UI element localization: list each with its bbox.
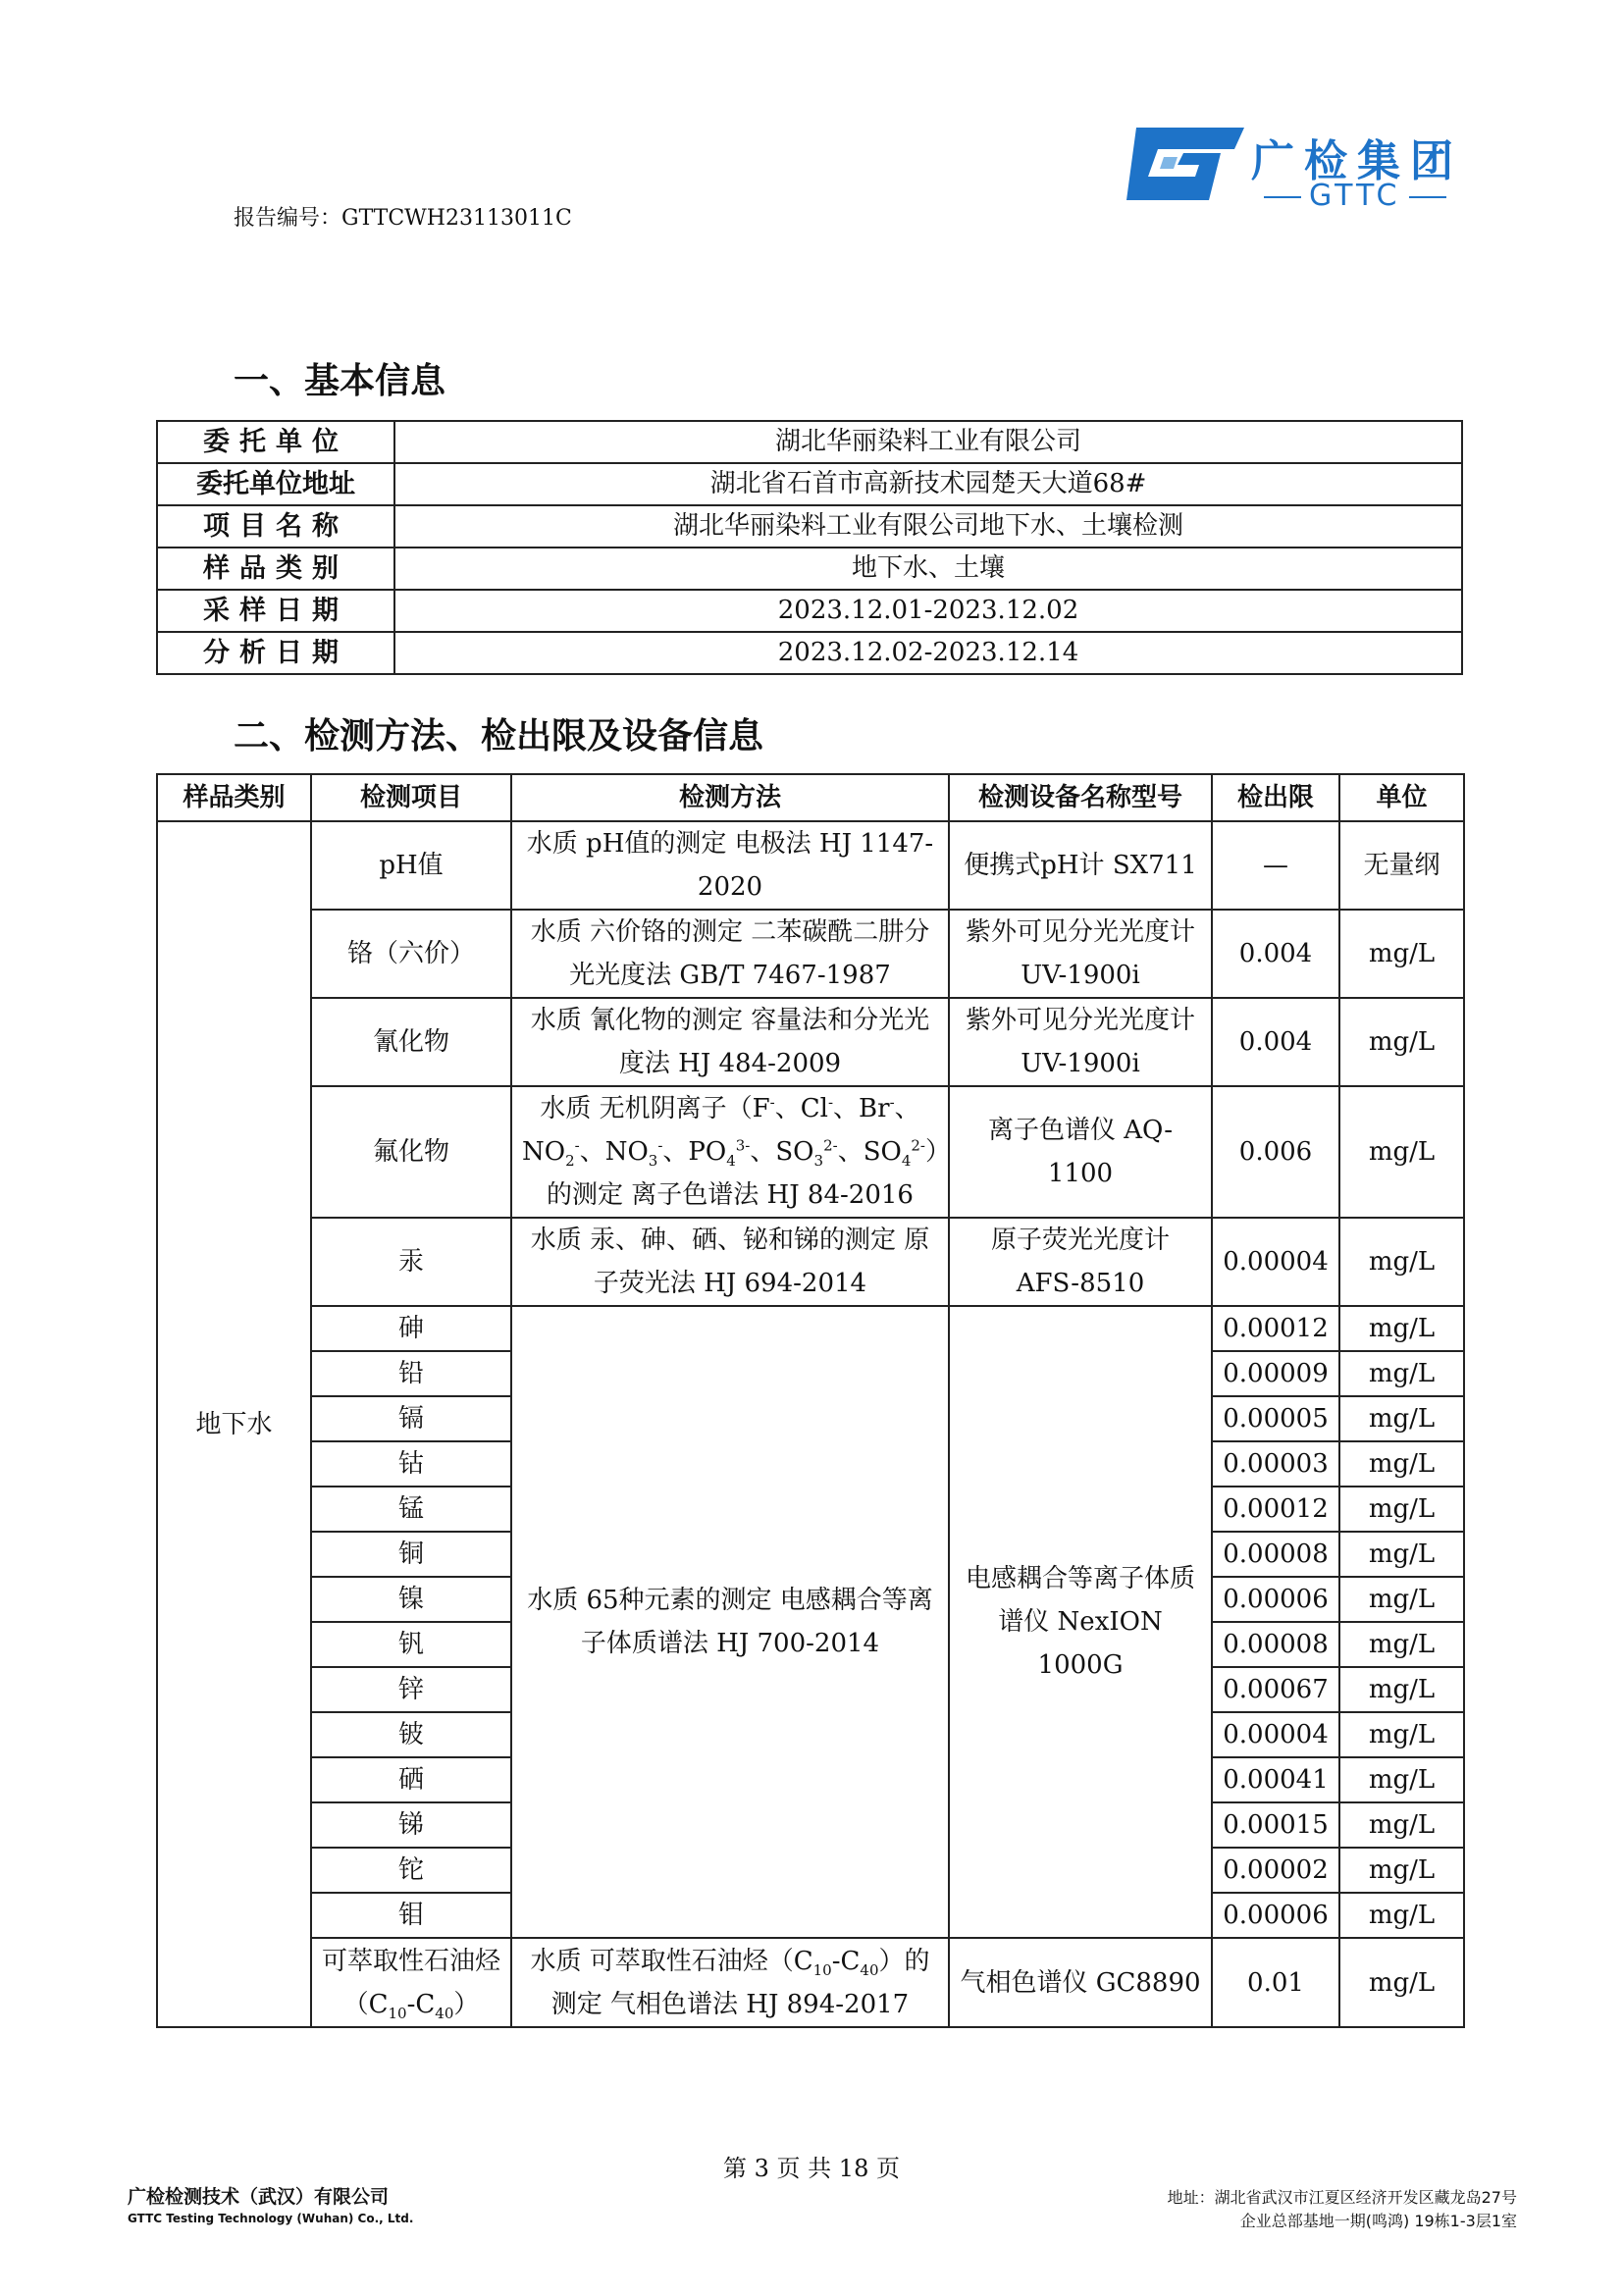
method-text: 、Cl [774, 1094, 828, 1123]
limit-cell: 0.00008 [1212, 1532, 1339, 1577]
footer-company [128, 2186, 413, 2229]
table-row [157, 548, 1462, 590]
limit-cell: 0.00012 [1212, 1487, 1339, 1532]
methods-table [156, 773, 1465, 2028]
item-cell: 砷 [311, 1306, 511, 1351]
table-row [157, 421, 1462, 463]
table-row [157, 1938, 1464, 2027]
item-text: -C [406, 1989, 436, 2019]
logo-english-name: GTTC [1256, 179, 1454, 213]
subscript: 4 [726, 1152, 736, 1171]
method-cell: 水质 汞、砷、硒、铋和锑的测定 原子荧光法 HJ 694-2014 [511, 1218, 949, 1306]
item-cell: 氟化物 [311, 1086, 511, 1218]
value-project-name: 湖北华丽染料工业有限公司地下水、土壤检测 [394, 505, 1462, 548]
header-test-method: 检测方法 [511, 774, 949, 821]
table-row [157, 590, 1462, 632]
label-analysis-date: 分析日期 [157, 632, 394, 674]
table-row [157, 998, 1464, 1086]
limit-cell: — [1212, 821, 1339, 910]
device-cell: 原子荧光光度计 AFS-8510 [949, 1218, 1212, 1306]
unit-cell: mg/L [1339, 1667, 1464, 1712]
item-cell: 镉 [311, 1396, 511, 1441]
limit-cell: 0.00067 [1212, 1667, 1339, 1712]
device-cell: 便携式pH计 SX711 [949, 821, 1212, 910]
superscript: - [657, 1136, 663, 1155]
limit-cell: 0.00006 [1212, 1893, 1339, 1938]
subscript: 2 [565, 1152, 575, 1171]
method-text: 、NO [579, 1137, 649, 1167]
value-sample-category: 地下水、土壤 [394, 548, 1462, 590]
device-cell: 气相色谱仪 GC8890 [949, 1938, 1212, 2027]
item-cell: 氰化物 [311, 998, 511, 1086]
report-number: 报告编号：GTTCWH23113011C [234, 206, 572, 231]
item-cell: 铬（六价） [311, 910, 511, 998]
limit-cell: 0.00008 [1212, 1622, 1339, 1667]
limit-cell: 0.004 [1212, 910, 1339, 998]
device-cell: 紫外可见分光光度计 UV-1900i [949, 910, 1212, 998]
limit-cell: 0.01 [1212, 1938, 1339, 2027]
table-row [157, 1086, 1464, 1218]
method-cell: 水质 pH值的测定 电极法 HJ 1147-2020 [511, 821, 949, 910]
footer-company-cn: 广检检测技术（武汉）有限公司 [128, 2186, 390, 2208]
table-row [157, 505, 1462, 548]
gttc-logo-icon [1119, 120, 1246, 208]
item-cell: pH值 [311, 821, 511, 910]
page-number: 第 3 页 共 18 页 [723, 2155, 900, 2182]
unit-cell: mg/L [1339, 1622, 1464, 1667]
limit-cell: 0.006 [1212, 1086, 1339, 1218]
gttc-logo [1119, 120, 1472, 218]
item-cell: 锰 [311, 1487, 511, 1532]
unit-cell: mg/L [1339, 1712, 1464, 1757]
unit-cell: 无量纲 [1339, 821, 1464, 910]
item-text: 可萃取性石油烃（C [321, 1946, 500, 2019]
limit-cell: 0.00005 [1212, 1396, 1339, 1441]
item-cell-petroleum [311, 1938, 511, 2027]
unit-cell: mg/L [1339, 1351, 1464, 1396]
table-row [157, 632, 1462, 674]
method-text: 、NO [521, 1094, 920, 1167]
label-client-address: 委托单位地址 [157, 463, 394, 505]
method-cell: 水质 氰化物的测定 容量法和分光光度法 HJ 484-2009 [511, 998, 949, 1086]
table-header-row [157, 774, 1464, 821]
method-text: 、SO [750, 1137, 814, 1167]
footer-company-en: GTTC Testing Technology (Wuhan) Co., Ltd. [128, 2212, 414, 2225]
icp-device-cell: 电感耦合等离子体质谱仪 NexION 1000G [949, 1306, 1212, 1938]
item-cell: 汞 [311, 1218, 511, 1306]
section-methods-title: 二、检测方法、检出限及设备信息 [234, 716, 764, 757]
method-cell: 水质 六价铬的测定 二苯碳酰二肼分光光度法 GB/T 7467-1987 [511, 910, 949, 998]
superscript: - [574, 1136, 580, 1155]
limit-cell: 0.00015 [1212, 1802, 1339, 1848]
limit-cell: 0.00009 [1212, 1351, 1339, 1396]
unit-cell: mg/L [1339, 1487, 1464, 1532]
footer-address [1168, 2186, 1517, 2233]
table-row [157, 821, 1464, 910]
item-cell: 钴 [311, 1441, 511, 1487]
unit-cell: mg/L [1339, 910, 1464, 998]
unit-cell: mg/L [1339, 1848, 1464, 1893]
item-cell: 锑 [311, 1802, 511, 1848]
value-client-address: 湖北省石首市高新技术园楚天大道68# [394, 463, 1462, 505]
unit-cell: mg/L [1339, 998, 1464, 1086]
unit-cell: mg/L [1339, 1802, 1464, 1848]
unit-cell: mg/L [1339, 1218, 1464, 1306]
footer-address-line2: 企业总部基地一期(鸣鸿) 19栋1-3层1室 [1239, 2212, 1517, 2230]
subscript: 3 [813, 1152, 824, 1171]
item-text: ） [453, 1989, 480, 2019]
basic-info-table [156, 420, 1463, 675]
label-sample-category: 样品类别 [157, 548, 394, 590]
item-cell: 铊 [311, 1848, 511, 1893]
unit-cell: mg/L [1339, 1396, 1464, 1441]
method-text: 、PO [662, 1137, 727, 1167]
subscript: 4 [901, 1152, 912, 1171]
limit-cell: 0.00004 [1212, 1712, 1339, 1757]
header-unit: 单位 [1339, 774, 1464, 821]
device-cell: 紫外可见分光光度计 UV-1900i [949, 998, 1212, 1086]
limit-cell: 0.004 [1212, 998, 1339, 1086]
limit-cell: 0.00012 [1212, 1306, 1339, 1351]
icp-method-cell: 水质 65种元素的测定 电感耦合等离子体质谱法 HJ 700-2014 [511, 1306, 949, 1938]
superscript: 2- [823, 1136, 838, 1155]
superscript: - [827, 1093, 834, 1112]
footer-address-line1: 地址：湖北省武汉市江夏区经济开发区藏龙岛27号 [1167, 2188, 1517, 2207]
item-cell: 钒 [311, 1622, 511, 1667]
header-detection-limit: 检出限 [1212, 774, 1339, 821]
method-text: 水质 无机阴离子（F [540, 1094, 770, 1123]
subscript: 3 [648, 1152, 658, 1171]
method-text: ）的测定 离子色谱法 HJ 84-2016 [547, 1137, 939, 1210]
method-text: 水质 可萃取性石油烃（C [530, 1946, 813, 1976]
unit-cell: mg/L [1339, 1306, 1464, 1351]
table-row [157, 1306, 1464, 1351]
unit-cell: mg/L [1339, 1893, 1464, 1938]
sample-type-cell: 地下水 [157, 821, 311, 2027]
superscript: - [889, 1093, 895, 1112]
label-client: 委托单位 [157, 421, 394, 463]
unit-cell: mg/L [1339, 1757, 1464, 1802]
unit-cell: mg/L [1339, 1577, 1464, 1622]
value-sampling-date: 2023.12.01-2023.12.02 [394, 590, 1462, 632]
table-row [157, 463, 1462, 505]
table-row [157, 1218, 1464, 1306]
limit-cell: 0.00041 [1212, 1757, 1339, 1802]
item-cell: 铍 [311, 1712, 511, 1757]
label-sampling-date: 采样日期 [157, 590, 394, 632]
header-sample-type: 样品类别 [157, 774, 311, 821]
unit-cell: mg/L [1339, 1532, 1464, 1577]
header-device: 检测设备名称型号 [949, 774, 1212, 821]
method-text: ）的测定 气相色谱法 HJ 894-2017 [550, 1946, 930, 2019]
table-row [157, 910, 1464, 998]
limit-cell: 0.00003 [1212, 1441, 1339, 1487]
item-cell: 铅 [311, 1351, 511, 1396]
item-cell: 镍 [311, 1577, 511, 1622]
superscript: - [769, 1093, 775, 1112]
superscript: 2- [911, 1136, 925, 1155]
subscript: 40 [435, 2004, 454, 2022]
item-cell: 铜 [311, 1532, 511, 1577]
label-project-name: 项目名称 [157, 505, 394, 548]
superscript: 3- [735, 1136, 751, 1155]
header-test-item: 检测项目 [311, 774, 511, 821]
subscript: 10 [812, 1960, 832, 1979]
logo-chinese-name: 广检集团 [1251, 136, 1463, 186]
method-text: 、SO [837, 1137, 902, 1167]
value-analysis-date: 2023.12.02-2023.12.14 [394, 632, 1462, 674]
method-text: -C [831, 1946, 861, 1976]
item-cell: 硒 [311, 1757, 511, 1802]
item-cell: 锌 [311, 1667, 511, 1712]
value-client: 湖北华丽染料工业有限公司 [394, 421, 1462, 463]
unit-cell: mg/L [1339, 1441, 1464, 1487]
limit-cell: 0.00006 [1212, 1577, 1339, 1622]
subscript: 40 [860, 1960, 879, 1979]
unit-cell: mg/L [1339, 1086, 1464, 1218]
limit-cell: 0.00002 [1212, 1848, 1339, 1893]
method-text: 、Br [833, 1094, 890, 1123]
limit-cell: 0.00004 [1212, 1218, 1339, 1306]
unit-cell: mg/L [1339, 1938, 1464, 2027]
method-cell-petroleum [511, 1938, 949, 2027]
device-cell: 离子色谱仪 AQ-1100 [949, 1086, 1212, 1218]
item-cell: 钼 [311, 1893, 511, 1938]
section-basic-info-title: 一、基本信息 [234, 361, 446, 401]
method-cell-anions [511, 1086, 949, 1218]
subscript: 10 [388, 2004, 407, 2022]
